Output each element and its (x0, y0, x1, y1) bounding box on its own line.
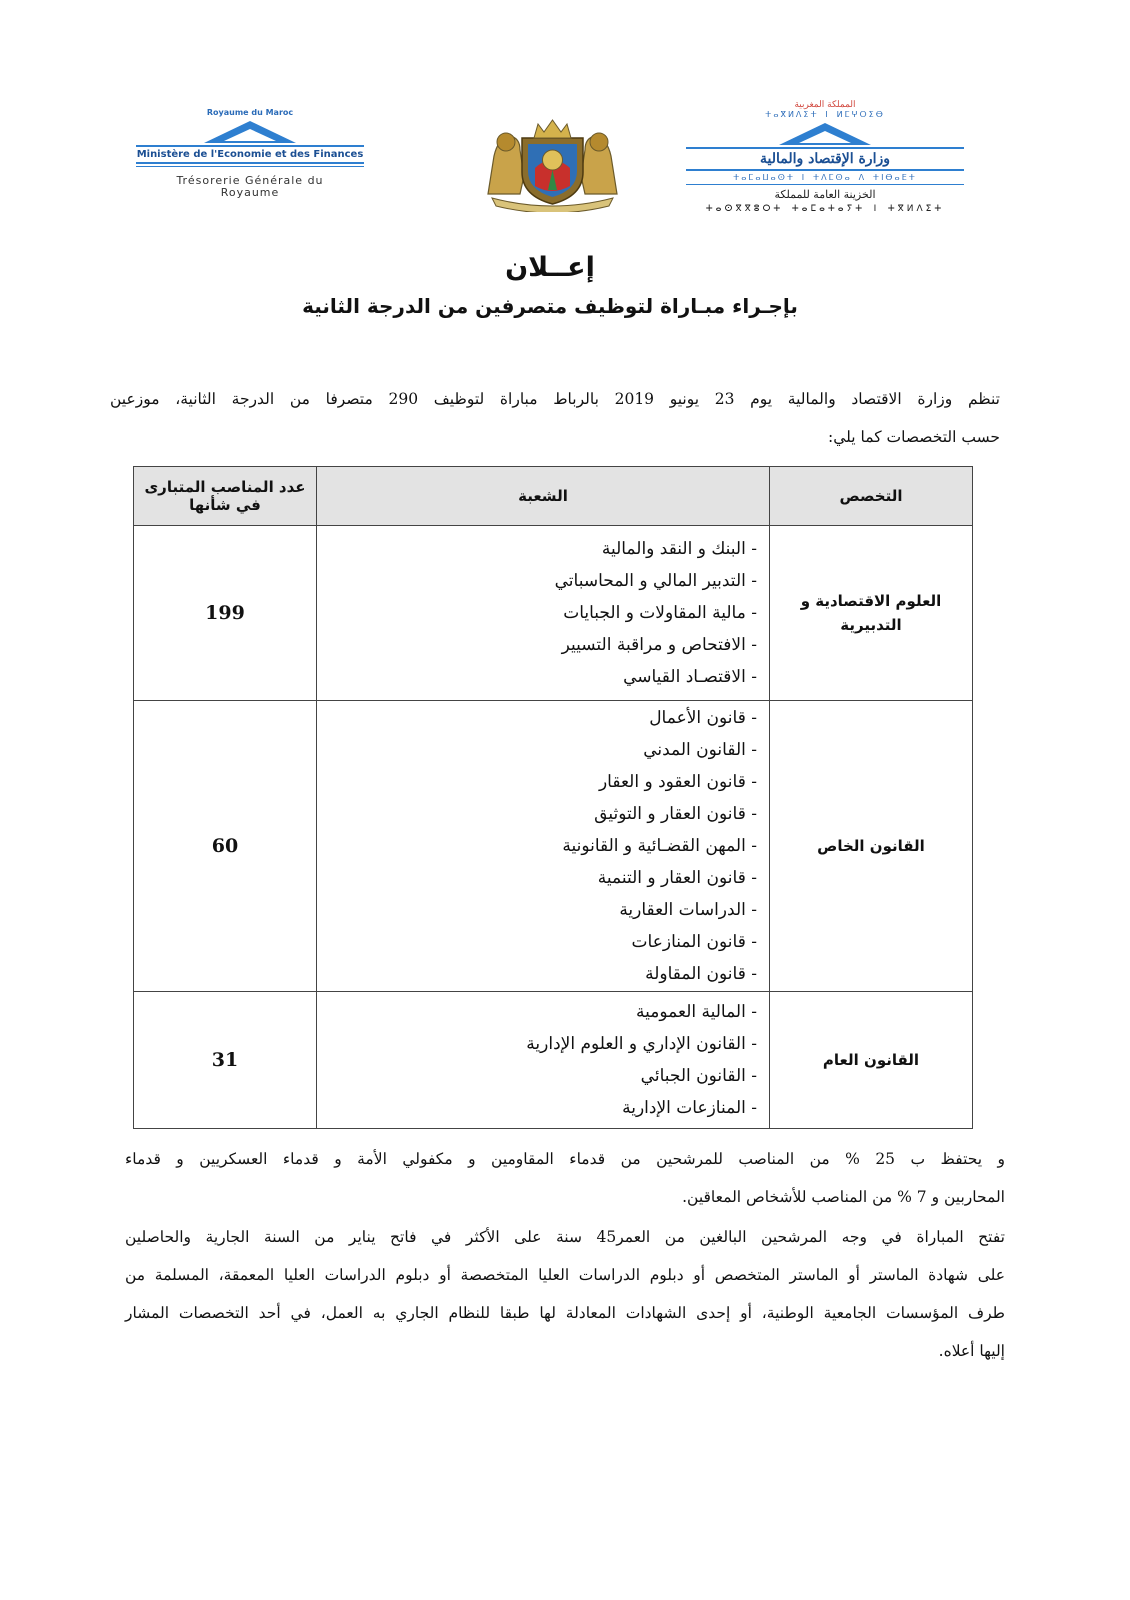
royal-crest-icon (480, 116, 625, 212)
logo-ar-ministry: وزارة الإقتصاد والمالية (760, 151, 890, 167)
intro-line-2: حسب التخصصات كما يلي: (828, 428, 1000, 446)
specialty-cell: القانون الخاص (770, 701, 973, 992)
specialty-cell: العلوم الاقتصادية و التدبيرية (770, 526, 973, 701)
logo-fr-kingdom: Royaume du Maroc (206, 108, 294, 117)
branch-item: - مالية المقاولات و الجبايات (317, 597, 757, 629)
intro-paragraph (110, 380, 1000, 456)
branch-item: - البنك و النقد والمالية (317, 533, 757, 565)
branch-item: - قانون العقار و التوثيق (317, 798, 757, 830)
branch-item: - القانون الإداري و العلوم الإدارية (317, 1028, 757, 1060)
logo-fr-ministry: Ministère de l'Economie et des Finances (136, 149, 364, 160)
branches-cell (317, 701, 770, 992)
header-posts: عدد المناصب المتبارى في شأنها (134, 467, 317, 526)
quota-line-1: و يحتفظ ب 25 % من المناصب للمرشحين من قدماء المقاومين و مكفولي الأمة و قدماء العسكريين و قدماء (125, 1150, 1005, 1168)
branch-item: - قانون المنازعات (317, 926, 757, 958)
branch-item: - قانون الأعمال (317, 702, 757, 734)
branch-item: - قانون المقاولة (317, 958, 757, 990)
branch-item: - القانون المدني (317, 734, 757, 766)
branch-item: - الاقتصـاد القياسي (317, 661, 757, 693)
eligibility-line-3: طرف المؤسسات الجامعية الوطنية، أو إحدى الشهادات المعادلة لها طبقا للنظام الجاري به العمل، في أحد التخصصات المشار (125, 1304, 1005, 1322)
eligibility-paragraph (125, 1218, 1005, 1370)
logo-ar-ministry-tifinagh: ⵜⴰⵎⴰⵡⴰⵙⵜ ⵏ ⵜⴷⵎⵙⴰ ⴷ ⵜⵏⴱⴰⴹⵜ (733, 173, 917, 182)
branch-item: - المنازعات الإدارية (317, 1092, 757, 1124)
logo-ar-kingdom: المملكة المغربية (794, 100, 856, 110)
ministry-emblem-icon (779, 123, 871, 145)
ministry-emblem-icon (204, 121, 296, 143)
branch-item: - التدبير المالي و المحاسباتي (317, 565, 757, 597)
table-row (134, 992, 973, 1129)
posts-cell: 199 (134, 526, 317, 701)
header-branch: الشعبة (317, 467, 770, 526)
quota-line-2: المحاربين و 7 % من المناصب للأشخاص المعاقين. (682, 1188, 1005, 1206)
ministry-logo-ar (680, 100, 970, 214)
specialty-cell: القانون العام (770, 992, 973, 1129)
table-row (134, 701, 973, 992)
branch-item: - المهن القضـائية و القانونية (317, 830, 757, 862)
announcement-subtitle: بإجـراء مبـاراة لتوظيف متصرفين من الدرجة الثانية (302, 294, 798, 318)
branch-item: - قانون العقود و العقار (317, 766, 757, 798)
posts-cell: 60 (134, 701, 317, 992)
logo-ar-treasury-tifinagh: ⵜⴰⵙⴳⴳⵓⵔⵜ ⵜⴰⵎⴰⵜⴰⵢⵜ ⵏ ⵜⴳⵍⴷⵉⵜ (705, 204, 945, 214)
logo-fr-treasury: Trésorerie Générale du Royaume (176, 174, 324, 199)
branch-item: - الدراسات العقارية (317, 894, 757, 926)
table-row (134, 526, 973, 701)
announcement-title: إعــلان (505, 252, 595, 283)
posts-cell: 31 (134, 992, 317, 1129)
branches-cell (317, 992, 770, 1129)
ministry-logo-fr (130, 108, 370, 199)
branch-item: - قانون العقار و التنمية (317, 862, 757, 894)
eligibility-line-2: على شهادة الماستر أو الماستر المتخصص أو دبلوم الدراسات العليا المتخصصة أو دبلوم الدراسات العليا المعمقة، المسلمة من (125, 1266, 1005, 1284)
intro-line-1: تنظم وزارة الاقتصاد والمالية يوم 23 يونيو 2019 بالرباط مباراة لتوظيف 290 متصرفا من الدرجة الثانية، موزعين (110, 390, 1000, 408)
logo-ar-kingdom-tifinagh: ⵜⴰⴳⵍⴷⵉⵜ ⵏ ⵍⵎⵖⵔⵉⴱ (765, 110, 885, 119)
positions-table (133, 466, 973, 1129)
eligibility-line-4: إليها أعلاه. (938, 1342, 1005, 1360)
logo-ar-treasury: الخزينة العامة للمملكة (774, 188, 876, 201)
branch-item: - الافتحاص و مراقبة التسيير (317, 629, 757, 661)
branch-item: - القانون الجبائي (317, 1060, 757, 1092)
header-specialty: التخصص (770, 467, 973, 526)
table-header-row (134, 467, 973, 526)
branch-item: - المالية العمومية (317, 996, 757, 1028)
branches-cell (317, 526, 770, 701)
quota-paragraph (125, 1140, 1005, 1216)
eligibility-line-1: تفتح المباراة في وجه المرشحين البالغين من العمر45 سنة على الأكثر في فاتح يناير من السنة الجارية والحاصلين (125, 1228, 1005, 1246)
